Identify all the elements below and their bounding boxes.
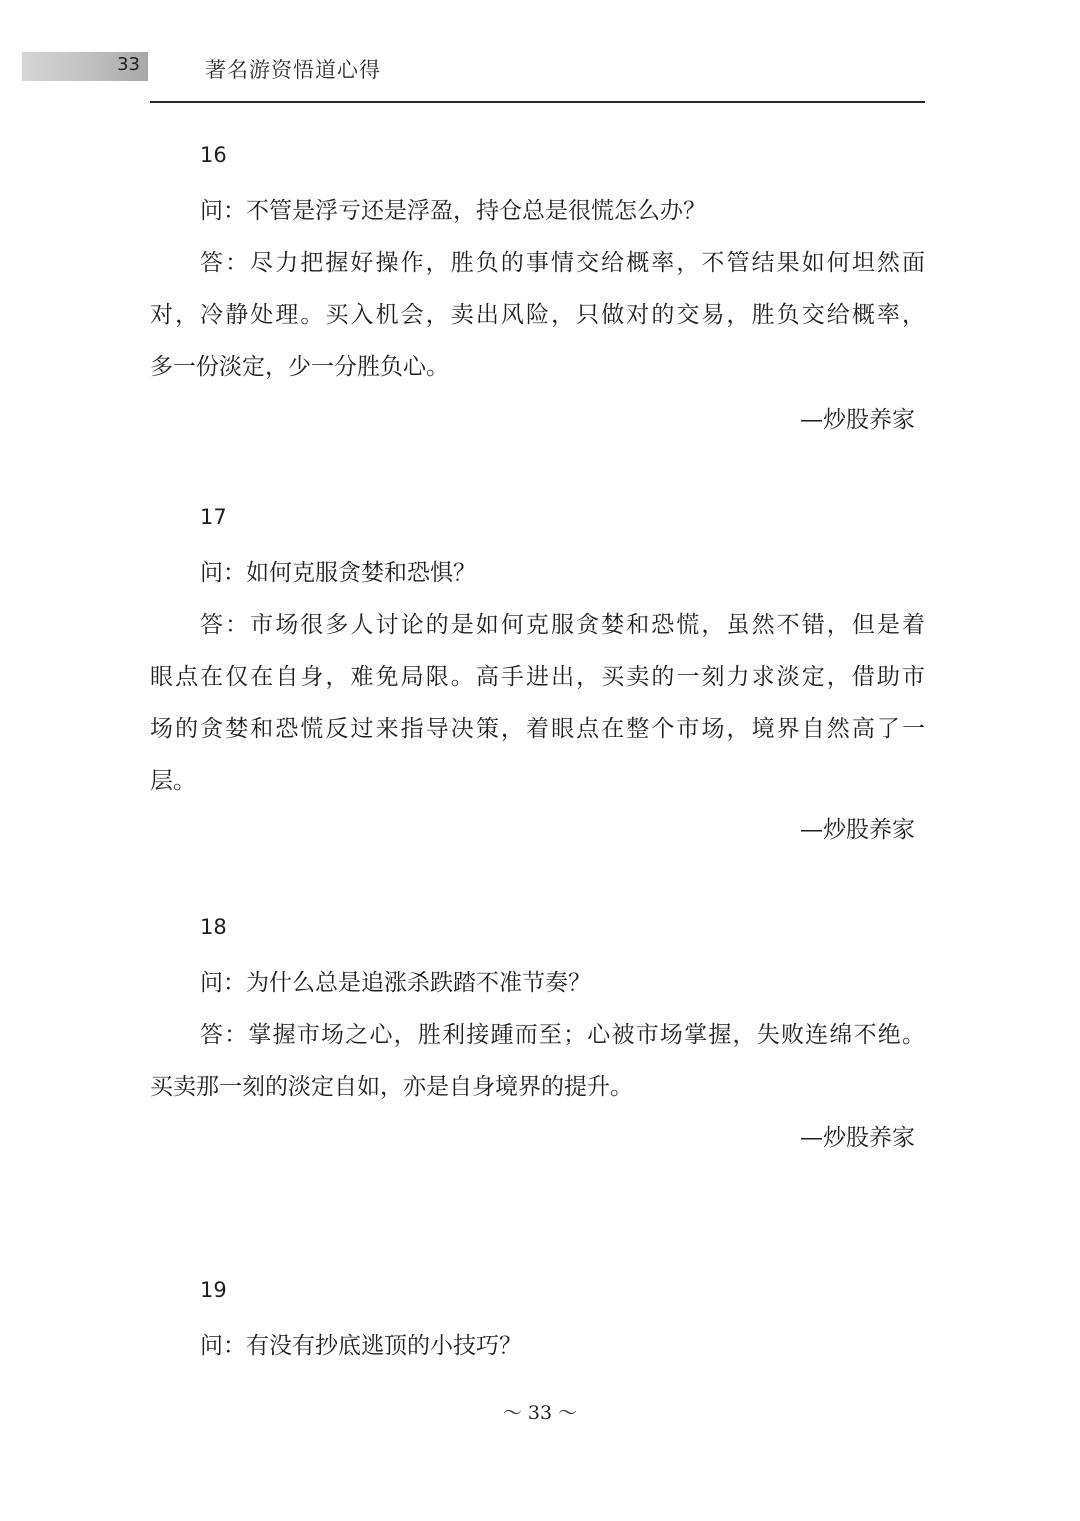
answer-text: 答：市场很多人讨论的是如何克服贪婪和恐慌，虽然不错，但是着 眼点在仅在自身，难免局限。高手进出，买卖的一刻力求淡定，借助市 场的贪婪和恐慌反过来指导决策，着眼点在整个市场，境界自然高了一 层。 — [150, 612, 925, 794]
question-text: 问：如何克服贪婪和恐惧？ — [200, 560, 476, 586]
entry-number: 18 — [200, 915, 227, 939]
question-text: 问：有没有抄底逃顶的小技巧？ — [200, 1333, 522, 1359]
question-text: 问：不管是浮亏还是浮盈，持仓总是很慌怎么办？ — [200, 198, 706, 224]
entry-number: 17 — [200, 505, 227, 529]
author-signature: —炒股养家 — [800, 407, 915, 433]
entry-number: 16 — [200, 143, 227, 167]
entry-number: 19 — [200, 1278, 227, 1302]
answer-text: 答：掌握市场之心，胜利接踵而至；心被市场掌握，失败连绵不绝。 买卖那一刻的淡定自如，亦是自身境界的提升。 — [150, 1022, 925, 1100]
footer-page-number: ～ 33 ～ — [502, 1402, 578, 1424]
author-signature: —炒股养家 — [800, 1125, 915, 1151]
answer-text: 答：尽力把握好操作，胜负的事情交给概率，不管结果如何坦然面 对，冷静处理。买入机会，卖出风险，只做对的交易，胜负交给概率， 多一份淡定，少一分胜负心。 — [150, 250, 925, 380]
author-signature: —炒股养家 — [800, 817, 915, 843]
book-title: 著名游资悟道心得 — [205, 58, 381, 82]
question-text: 问：为什么总是追涨杀跌踏不准节奏？ — [200, 970, 591, 996]
header-divider — [150, 101, 925, 103]
page-number-tab — [22, 52, 148, 81]
header-page-number: 33 — [117, 54, 140, 75]
